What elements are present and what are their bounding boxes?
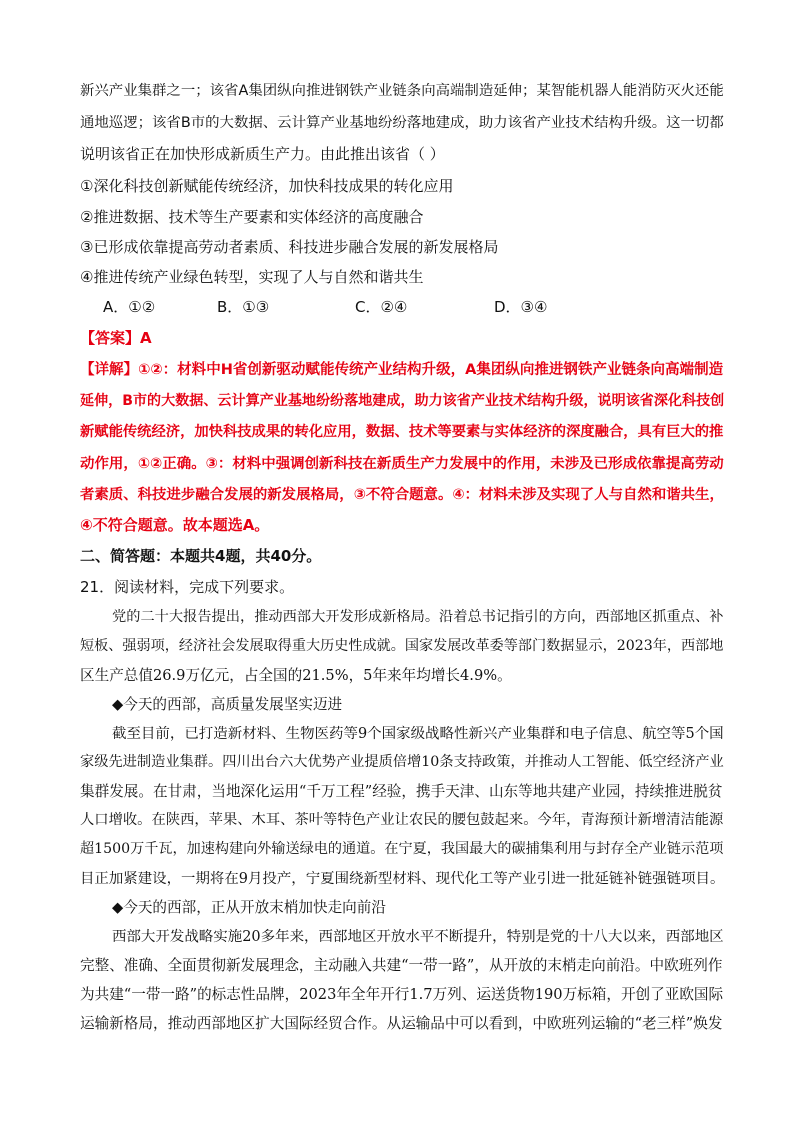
statement-3: ③已形成依靠提高劳动者素质、科技进步融合发展的新发展格局	[80, 238, 499, 256]
question-stem-line: 说明该省正在加快形成新质生产力。由此推出该省（ ）	[80, 145, 445, 163]
material-line: 党的二十大报告提出，推动西部大开发形成新格局。沿着总书记指引的方向，西部地区抓重点、补	[112, 609, 724, 625]
section-heading: 二、简答题：本题共4题，共40分。	[80, 547, 322, 565]
question-stem-line: 新兴产业集群之一；该省A集团纵向推进钢铁产业链条向高端制造延伸；某智能机器人能消防灭火还能	[80, 83, 724, 99]
option-b: B．①③	[217, 298, 270, 316]
material-line: 西部大开发战略实施20多年来，西部地区开放水平不断提升，特别是党的十八大以来，西部地区	[112, 929, 724, 945]
material-line: 集群发展。在甘肃，当地深化运用“千万工程”经验，携手天津、山东等地共建产业园，持续推进脱贫	[80, 783, 723, 800]
option-a: A．①②	[103, 298, 156, 316]
material-line: 家级先进制造业集群。四川出台六大优势产业提质倍增10条支持政策，并推动人工智能、低空经济产业	[80, 754, 724, 770]
detail-line: 【详解】①②：材料中H省创新驱动赋能传统产业结构升级，A集团纵向推进钢铁产业链条向高端制造	[80, 362, 724, 378]
detail-line: 延伸，B市的大数据、云计算产业基地纷纷落地建成，助力该省产业技术结构升级，说明该省深化科技创	[80, 393, 725, 409]
material-line: 人口增收。在陕西，苹果、木耳、茶叶等特色产业让农民的腰包鼓起来。今年，青海预计新增清洁能源	[80, 812, 724, 828]
material-line: 短板、强弱项，经济社会发展取得重大历史性成就。国家发展改革委等部门数据显示，2023年，西部地	[80, 638, 724, 654]
material-line: 超1500万千瓦，加速构建向外输送绿电的通道。在宁夏，我国最大的碳捕集利用与封存全产业链示范项	[80, 841, 724, 857]
detail-line: ④不符合题意。故本题选A。	[80, 516, 270, 534]
option-c: C．②④	[355, 298, 408, 316]
detail-line: 者素质、科技进步融合发展的新发展格局，③不符合题意。④：材料未涉及实现了人与自然和谐共生，	[80, 487, 724, 503]
material-line: 完整、准确、全面贯彻新发展理念，主动融入共建“一带一路”，从开放的末梢走向前沿。中欧班列作	[80, 957, 723, 974]
material-subheading: ◆今天的西部，高质量发展坚实迈进	[112, 696, 343, 713]
statement-1: ①深化科技创新赋能传统经济，加快科技成果的转化应用	[80, 177, 454, 195]
detail-line: 新赋能传统经济，加快科技成果的转化应用，数据、技术等要素与实体经济的深度融合，具有巨大的推	[80, 424, 724, 440]
material-line: 运输新格局，推动西部地区扩大国际经贸合作。从运输品中可以看到，中欧班列运输的“老三样”焕发	[80, 1015, 723, 1032]
material-subheading: ◆今天的西部，正从开放末梢加快走向前沿	[112, 899, 386, 916]
statement-2: ②推进数据、技术等生产要素和实体经济的高度融合	[80, 208, 424, 226]
detail-line: 动作用，①②正确。③：材料中强调创新科技在新质生产力发展中的作用，未涉及已形成依靠提高劳动	[80, 456, 724, 472]
material-line: 区生产总值26.9万亿元，占全国的21.5%，5年来年均增长4.9%。	[80, 667, 512, 684]
material-line: 截至目前，已打造新材料、生物医药等9个国家级战略性新兴产业集群和电子信息、航空等5个国	[112, 726, 724, 742]
material-line: 为共建“一带一路”的标志性品牌，2023年全年开行1.7万列、运送货物190万标箱，开创了亚欧国际	[80, 986, 724, 1003]
question-21-title: 21．阅读材料，完成下列要求。	[80, 578, 295, 596]
answer-label: 【答案】A	[80, 329, 152, 347]
statement-4: ④推进传统产业绿色转型，实现了人与自然和谐共生	[80, 268, 424, 286]
option-d: D．③④	[494, 298, 548, 316]
question-stem-line: 通地巡逻；该省B市的大数据、云计算产业基地纷纷落地建成，助力该省产业技术结构升级。这一切都	[80, 115, 724, 131]
material-line: 目正加紧建设，一期将在9月投产，宁夏围绕新型材料、现代化工等产业引进一批延链补链强链项目。	[80, 871, 725, 887]
